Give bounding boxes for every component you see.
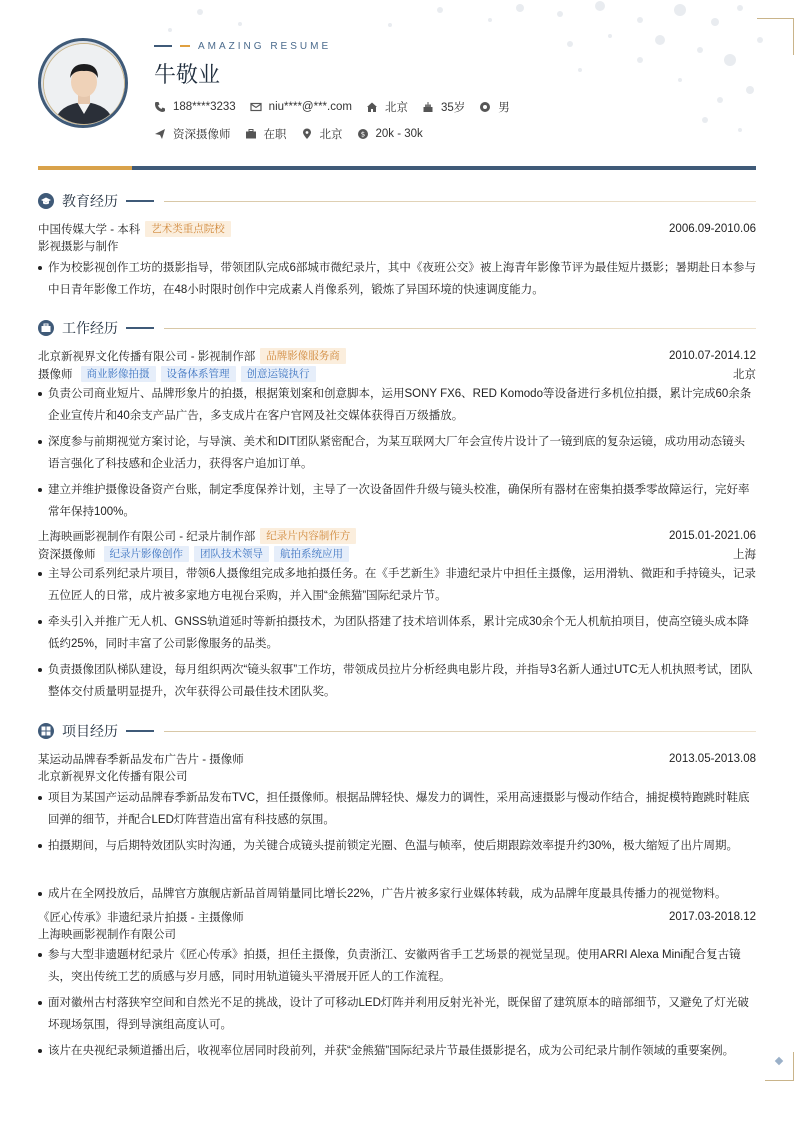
skill-tag: 设备体系管理 (161, 366, 236, 382)
job-city: 北京 (733, 369, 756, 381)
list-item: 负责摄像团队梯队建设，每月组织两次“镜头叙事”工作坊，带领成员拉片分析经典电影片段，并指导3名新人通过UTC无人机执照考试，团队整体交付质量明显提升，次年获得公司最佳技术团队奖。 (38, 659, 756, 703)
avatar (38, 38, 128, 128)
company-name: 上海映画影视制作有限公司 - 纪录片制作部 (38, 531, 256, 543)
project-entry (38, 750, 756, 768)
list-item: 建立并维护摄像设备资产台账，制定季度保养计划，主导了一次设备固件升级与镜头校准，确保所有器材在密集拍摄季零故障运行，完好率常年保持100%。 (38, 479, 756, 523)
home-icon (366, 101, 378, 113)
section-title: 教育经历 (62, 194, 118, 210)
project-org: 上海映画影视制作有限公司 (38, 929, 176, 941)
list-item: 项目为某国产运动品牌春季新品发布TVC，担任摄像师。根据品牌轻快、爆发力的调性，采用高速摄影与慢动作结合，捕捉模特跑跳时鞋底回弹的细节，并配合LED灯阵营造出富有科技感的氛围。 (38, 787, 756, 831)
section-projects-header (38, 721, 756, 741)
project-date: 2017.03-2018.12 (669, 911, 756, 923)
svg-text:$: $ (360, 130, 365, 139)
list-item: 深度参与前期视觉方案讨论，与导演、美术和DIT团队紧密配合，为某互联网大厂年会宣传片设计了一镜到底的复杂运镜，成功用动态镜头语言强化了科技感和企业活力，获得客户追加订单。 (38, 431, 756, 475)
candidate-name: 牛敬业 (154, 63, 221, 88)
header-divider (38, 166, 756, 170)
section-title: 项目经历 (62, 724, 118, 740)
tagline-text: AMAZING RESUME (198, 40, 332, 52)
email-icon (250, 101, 262, 113)
project-entry (38, 908, 756, 926)
job-entry (38, 527, 756, 545)
education-date: 2006.09-2010.06 (669, 223, 756, 235)
skill-tag: 团队技术领导 (194, 546, 269, 562)
send-icon (154, 128, 166, 140)
skill-tag: 航拍系统应用 (274, 546, 349, 562)
job-date: 2010.07-2014.12 (669, 350, 756, 362)
project-name: 《匠心传承》非遗纪录片拍摄 - 主摄像师 (38, 912, 244, 924)
graduation-cap-icon (38, 193, 54, 209)
company-tag: 品牌影像服务商 (260, 348, 346, 364)
job-role-row (38, 365, 756, 383)
company-tag: 纪录片内容制作方 (260, 528, 356, 544)
corner-decoration-top (757, 18, 794, 55)
project-org: 北京新视界文化传播有限公司 (38, 771, 188, 783)
project-date: 2013.05-2013.08 (669, 753, 756, 765)
education-entry (38, 220, 756, 238)
section-education-header (38, 191, 756, 211)
list-item: 面对徽州古村落狭窄空间和自然光不足的挑战，设计了可移动LED灯阵并利用反射光补光，既保留了建筑原本的暗部细节，又避免了灯光破坏现场氛围，得到导演组高度认可。 (38, 992, 756, 1036)
location-icon (301, 128, 313, 140)
age-info: 35岁 (422, 99, 465, 115)
phone-info: 188****3233 (154, 101, 236, 113)
contact-row (154, 98, 524, 116)
job-role-row (38, 545, 756, 563)
grid-icon (38, 723, 54, 739)
job-role: 资深摄像师 (38, 549, 96, 561)
list-item: 负责公司商业短片、品牌形象片的拍摄，根据策划案和创意脚本，运用SONY FX6、RED Komodo等设备进行多机位拍摄，累计完成60余条企业宣传片和40余支产品广告，多支成片在客户官网及社交媒体获得百万级播放。 (38, 383, 756, 427)
school-tag: 艺术类重点院校 (145, 221, 231, 237)
list-item: 拍摄期间，与后期特效团队实时沟通，为关键合成镜头提前锁定光圈、色温与帧率，使后期跟踪效率提升约30%，极大缩短了出片周期。 (38, 835, 756, 857)
job-date: 2015.01-2021.06 (669, 530, 756, 542)
list-item: 该片在央视纪录频道播出后，收视率位居同时段前列，并获“金熊猫”国际纪录片节最佳摄影提名，成为公司纪录片制作领域的重要案例。 (38, 1040, 756, 1062)
skill-tag: 创意运镜执行 (241, 366, 316, 382)
list-item: 主导公司系列纪录片项目，带领6人摄像组完成多地拍摄任务。在《手艺新生》非遗纪录片中担任主摄像，运用滑轨、微距和手持镜头，记录五位匠人的日常，成片被多家地方电视台采购，并入围“金熊猫”国际纪录片节。 (38, 563, 756, 607)
phone-icon (154, 101, 166, 113)
skill-tag: 商业影像拍摄 (81, 366, 156, 382)
briefcase-icon (38, 320, 54, 336)
skill-tag: 纪录片影像创作 (104, 546, 190, 562)
salary-info: $ 20k - 30k (357, 128, 423, 140)
briefcase-icon (245, 128, 257, 140)
money-icon (357, 128, 369, 140)
gender-info: 男 (479, 99, 510, 115)
job-entry (38, 347, 756, 365)
company-name: 北京新视界文化传播有限公司 - 影视制作部 (38, 351, 256, 363)
position-info: 资深摄像师 (154, 126, 231, 142)
school-name: 中国传媒大学 - 本科 (38, 224, 141, 236)
list-item: 成片在全网投放后，品牌官方旗舰店新品首周销量同比增长22%，广告片被多家行业媒体转载，成为品牌年度最具传播力的视觉物料。 (38, 883, 756, 905)
list-item: 牵头引入并推广无人机、GNSS轨道延时等新拍摄技术，为团队搭建了技术培训体系，累计完成30余个无人机航拍项目，使高空镜头成本降低约25%，同时丰富了公司影像服务的品类。 (38, 611, 756, 655)
list-item: 参与大型非遗题材纪录片《匠心传承》拍摄，担任主摄像，负责浙江、安徽两省手工艺场景的视觉呈现。使用ARRI Alexa Mini配合复古镜头，突出传统工艺的质感与岁月感，同时用轨道镜头平滑展开匠人的工作流程。 (38, 944, 756, 988)
portrait-illustration (44, 44, 124, 124)
list-item: 作为校影视创作工坊的摄影指导，带领团队完成6部城市微纪录片，其中《夜班公交》被上海青年影像节评为最佳短片摄影；暑期赴日本参与中日青年影像工作坊，在48小时限时创作中完成素人肖像系列，锻炼了异国环境的快速调度能力。 (38, 257, 756, 301)
home-info: 北京 (366, 99, 408, 115)
city-info: 北京 (301, 126, 343, 142)
job-role: 摄像师 (38, 369, 73, 381)
job-intent-row (154, 125, 437, 143)
section-title: 工作经历 (62, 321, 118, 337)
cake-icon (422, 101, 434, 113)
email-info: niu****@***.com (250, 101, 352, 113)
major: 影视摄影与制作 (38, 241, 119, 253)
section-work-header (38, 318, 756, 338)
gender-icon (479, 101, 491, 113)
project-name: 某运动品牌春季新品发布广告片 - 摄像师 (38, 754, 244, 766)
tagline (154, 39, 331, 53)
status-info: 在职 (245, 126, 287, 142)
job-city: 上海 (733, 549, 756, 561)
